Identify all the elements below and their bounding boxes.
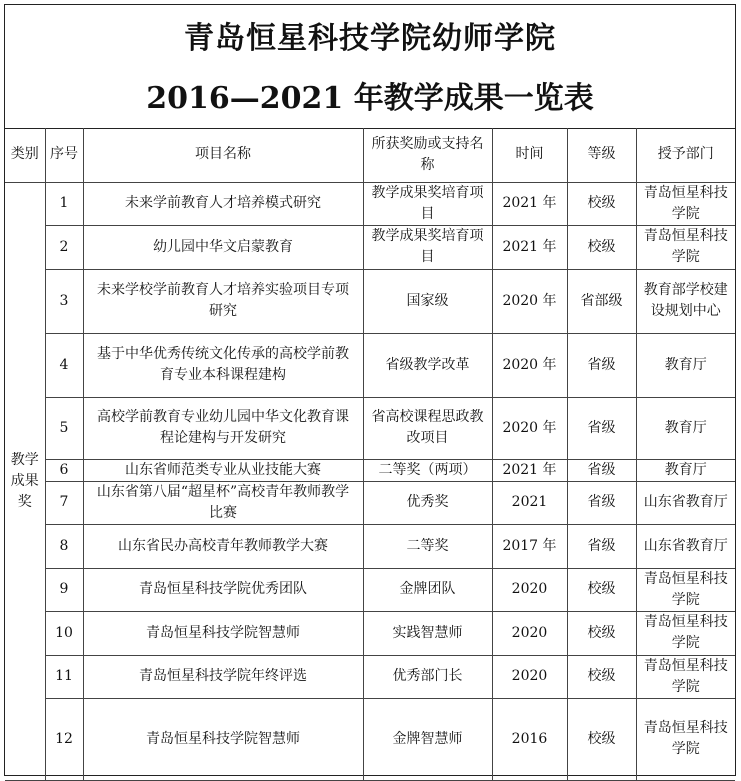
row-project: 幼儿园中华文启蒙教育 — [83, 225, 363, 269]
row-award: 二等奖（两项） — [363, 459, 492, 481]
row-time: 2020 年 — [492, 397, 567, 459]
row-dept: 教育厅 — [636, 333, 735, 397]
row-time: 2017 年 — [492, 524, 567, 568]
header-award: 所获奖励或支持名称 — [363, 128, 492, 182]
row-award: 优秀奖 — [363, 481, 492, 524]
table-row — [5, 225, 735, 269]
header-dept: 授予部门 — [636, 128, 735, 182]
row-no: 10 — [45, 611, 83, 655]
row-dept: 山东省教育厅 — [636, 481, 735, 524]
row-time: 2021 年 — [492, 225, 567, 269]
row-no: 2 — [45, 225, 83, 269]
row-level: 校级 — [567, 655, 636, 698]
row-dept: 教育厅 — [636, 459, 735, 481]
row-award: 省高校课程思政教改项目 — [363, 397, 492, 459]
category-cell: 教学成果奖 — [5, 182, 45, 780]
row-project: 未来学校学前教育人才培养实验项目专项研究 — [83, 269, 363, 333]
row-level: 省级 — [567, 481, 636, 524]
row-level: 校级 — [567, 568, 636, 611]
table-row — [5, 397, 735, 459]
row-award: 金牌智慧师 — [363, 698, 492, 780]
row-project: 青岛恒星科技学院智慧师 — [83, 611, 363, 655]
title-line-2: 2016—2021 年教学成果一览表 — [146, 81, 594, 116]
row-dept: 青岛恒星科技学院 — [636, 655, 735, 698]
achievement-table — [5, 128, 735, 781]
row-time: 2016 — [492, 698, 567, 780]
row-no: 6 — [45, 459, 83, 481]
row-time: 2021 年 — [492, 459, 567, 481]
table-row — [5, 481, 735, 524]
row-award: 教学成果奖培育项目 — [363, 182, 492, 225]
table-row — [5, 655, 735, 698]
row-level: 校级 — [567, 225, 636, 269]
row-project: 高校学前教育专业幼儿园中华文化教育课程论建构与开发研究 — [83, 397, 363, 459]
row-project: 青岛恒星科技学院年终评选 — [83, 655, 363, 698]
header-no: 序号 — [45, 128, 83, 182]
row-no: 5 — [45, 397, 83, 459]
header-time: 时间 — [492, 128, 567, 182]
table-row — [5, 568, 735, 611]
row-time: 2020 年 — [492, 269, 567, 333]
row-dept: 青岛恒星科技学院 — [636, 182, 735, 225]
row-dept: 教育厅 — [636, 397, 735, 459]
table-row — [5, 524, 735, 568]
row-dept: 青岛恒星科技学院 — [636, 568, 735, 611]
table-row — [5, 698, 735, 780]
row-level: 校级 — [567, 698, 636, 780]
row-project: 青岛恒星科技学院优秀团队 — [83, 568, 363, 611]
row-award: 国家级 — [363, 269, 492, 333]
row-project: 山东省民办高校青年教师教学大赛 — [83, 524, 363, 568]
row-time: 2021 — [492, 481, 567, 524]
header-row — [5, 128, 735, 182]
header-level: 等级 — [567, 128, 636, 182]
row-no: 12 — [45, 698, 83, 780]
row-no: 11 — [45, 655, 83, 698]
row-award: 省级教学改革 — [363, 333, 492, 397]
row-level: 省级 — [567, 333, 636, 397]
row-no: 7 — [45, 481, 83, 524]
row-no: 3 — [45, 269, 83, 333]
row-project: 基于中华优秀传统文化传承的高校学前教育专业本科课程建构 — [83, 333, 363, 397]
row-no: 8 — [45, 524, 83, 568]
row-no: 4 — [45, 333, 83, 397]
row-project: 山东省第八届“超星杯”高校青年教师教学比赛 — [83, 481, 363, 524]
title-block — [5, 5, 735, 129]
row-project: 山东省师范类专业从业技能大赛 — [83, 459, 363, 481]
row-level: 校级 — [567, 182, 636, 225]
table-row — [5, 459, 735, 481]
row-no: 1 — [45, 182, 83, 225]
table-row — [5, 182, 735, 225]
achievement-table-sheet — [4, 4, 736, 776]
row-time: 2020 — [492, 611, 567, 655]
table-row — [5, 333, 735, 397]
table-row — [5, 611, 735, 655]
row-time: 2020 — [492, 568, 567, 611]
header-project: 项目名称 — [83, 128, 363, 182]
row-time: 2020 年 — [492, 333, 567, 397]
row-no: 9 — [45, 568, 83, 611]
title-line-1: 青岛恒星科技学院幼师学院 — [184, 21, 556, 56]
row-project: 青岛恒星科技学院智慧师 — [83, 698, 363, 780]
row-award: 金牌团队 — [363, 568, 492, 611]
row-award: 实践智慧师 — [363, 611, 492, 655]
row-time: 2020 — [492, 655, 567, 698]
row-dept: 青岛恒星科技学院 — [636, 611, 735, 655]
row-level: 省级 — [567, 397, 636, 459]
row-project: 未来学前教育人才培养模式研究 — [83, 182, 363, 225]
row-award: 教学成果奖培育项目 — [363, 225, 492, 269]
row-level: 校级 — [567, 611, 636, 655]
row-dept: 青岛恒星科技学院 — [636, 225, 735, 269]
header-category: 类别 — [5, 128, 45, 182]
row-dept: 教育部学校建设规划中心 — [636, 269, 735, 333]
table-row — [5, 269, 735, 333]
row-level: 省部级 — [567, 269, 636, 333]
row-dept: 山东省教育厅 — [636, 524, 735, 568]
row-award: 优秀部门长 — [363, 655, 492, 698]
row-level: 省级 — [567, 524, 636, 568]
row-time: 2021 年 — [492, 182, 567, 225]
row-level: 省级 — [567, 459, 636, 481]
row-dept: 青岛恒星科技学院 — [636, 698, 735, 780]
row-award: 二等奖 — [363, 524, 492, 568]
